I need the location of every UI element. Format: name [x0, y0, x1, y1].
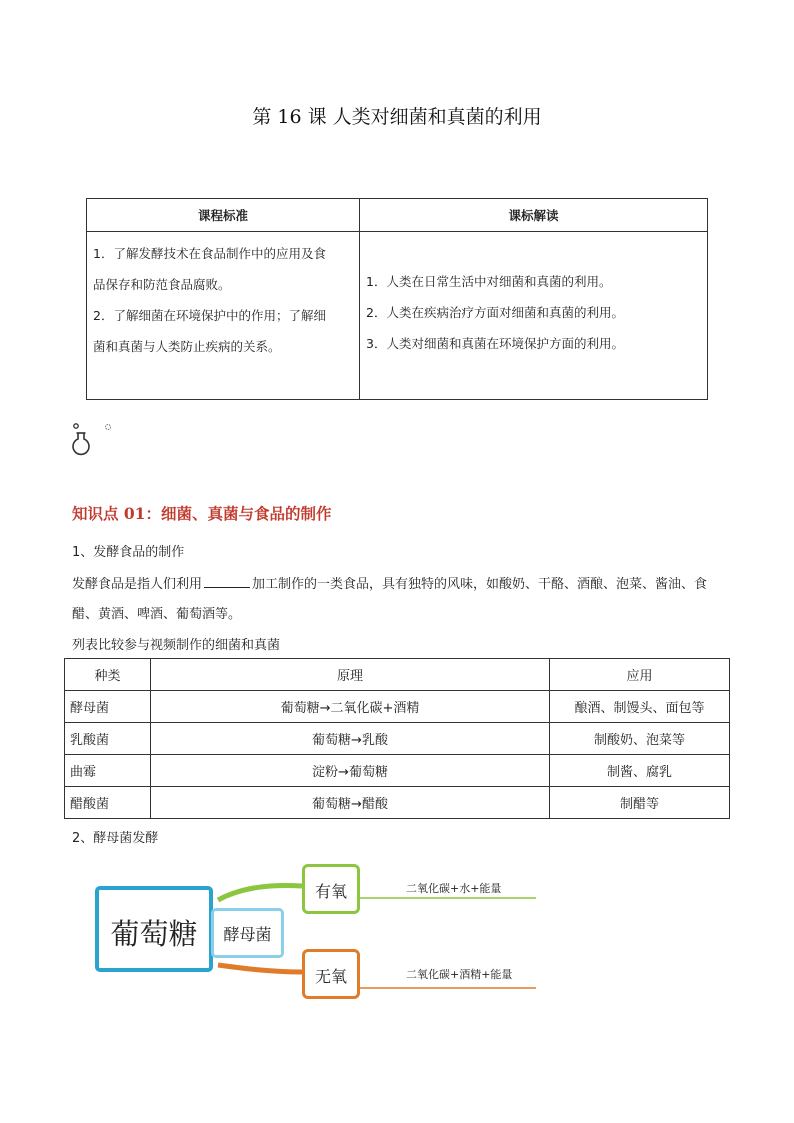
header-cell: 原理 — [151, 659, 550, 691]
standards-header: 课程标准 — [87, 199, 360, 232]
table-header-row — [65, 659, 730, 691]
body-text-part: 加工制作的一类食品，具有独特的风味，如酸奶、干酪、酒酿、泡菜、酱油、食醋、黄酒、啤酒、葡萄酒等。 — [72, 577, 708, 622]
type-cell: 酵母菌 — [65, 691, 151, 723]
fill-in-blank — [204, 573, 250, 588]
interpretation-line: 3．人类对细菌和真菌在环境保护方面的利用。 — [366, 336, 624, 351]
table-row — [65, 723, 730, 755]
principle-cell: 淀粉→葡萄糖 — [151, 755, 550, 787]
standards-line: 1．了解发酵技术在食品制作中的应用及食 — [93, 246, 326, 261]
anaerobic-result: 二氧化碳+酒精+能量 — [406, 968, 513, 981]
body-paragraph — [72, 570, 732, 630]
application-cell: 制酸奶、泡菜等 — [550, 723, 730, 755]
interpretation-line: 1．人类在日常生活中对细菌和真菌的利用。 — [366, 274, 612, 289]
section-heading: 知识点 01：细菌、真菌与食品的制作 — [72, 504, 332, 523]
comparison-table — [64, 658, 730, 819]
aerobic-label: 有氧 — [314, 882, 347, 901]
table-row — [65, 787, 730, 819]
table-row — [65, 755, 730, 787]
application-cell: 制酱、腐乳 — [550, 755, 730, 787]
flask-icon — [70, 422, 92, 458]
yeast-fermentation-diagram — [90, 860, 550, 1010]
curriculum-standards-table — [86, 198, 708, 400]
yeast-label: 酵母菌 — [223, 925, 272, 944]
application-cell: 酿酒、制馒头、面包等 — [550, 691, 730, 723]
glucose-label: 葡萄糖 — [110, 917, 198, 951]
type-cell: 醋酸菌 — [65, 787, 151, 819]
aerobic-result: 二氧化碳+水+能量 — [406, 882, 502, 895]
header-cell: 种类 — [65, 659, 151, 691]
table-caption: 列表比较参与视频制作的细菌和真菌 — [72, 638, 281, 653]
subsection-title: 1、发酵食品的制作 — [72, 545, 185, 560]
body-text-part: 发酵食品是指人们利用 — [72, 577, 203, 592]
principle-cell: 葡萄糖→乳酸 — [151, 723, 550, 755]
standards-line: 菌和真菌与人类防止疾病的关系。 — [93, 339, 281, 354]
aerobic-box — [302, 864, 360, 914]
page-title: 第 16 课 人类对细菌和真菌的利用 — [252, 106, 542, 128]
interpretation-header: 课标解读 — [360, 199, 708, 232]
principle-cell: 葡萄糖→醋酸 — [151, 787, 550, 819]
type-cell: 乳酸菌 — [65, 723, 151, 755]
standards-cell — [87, 232, 360, 400]
application-cell: 制醋等 — [550, 787, 730, 819]
type-cell: 曲霉 — [65, 755, 151, 787]
interpretation-cell — [360, 232, 708, 400]
standards-line: 2．了解细菌在环境保护中的作用；了解细 — [93, 308, 326, 323]
standards-line: 品保存和防范食品腐败。 — [93, 277, 231, 292]
anaerobic-label: 无氧 — [314, 967, 347, 986]
interpretation-line: 2．人类在疾病治疗方面对细菌和真菌的利用。 — [366, 305, 624, 320]
subsection-title: 2、酵母菌发酵 — [72, 831, 159, 846]
glucose-box — [95, 886, 213, 972]
table-row — [65, 691, 730, 723]
principle-cell: 葡萄糖→二氧化碳+酒精 — [151, 691, 550, 723]
header-cell: 应用 — [550, 659, 730, 691]
sparkle-icon — [103, 422, 113, 432]
yeast-box — [211, 908, 284, 958]
anaerobic-box — [302, 949, 360, 999]
